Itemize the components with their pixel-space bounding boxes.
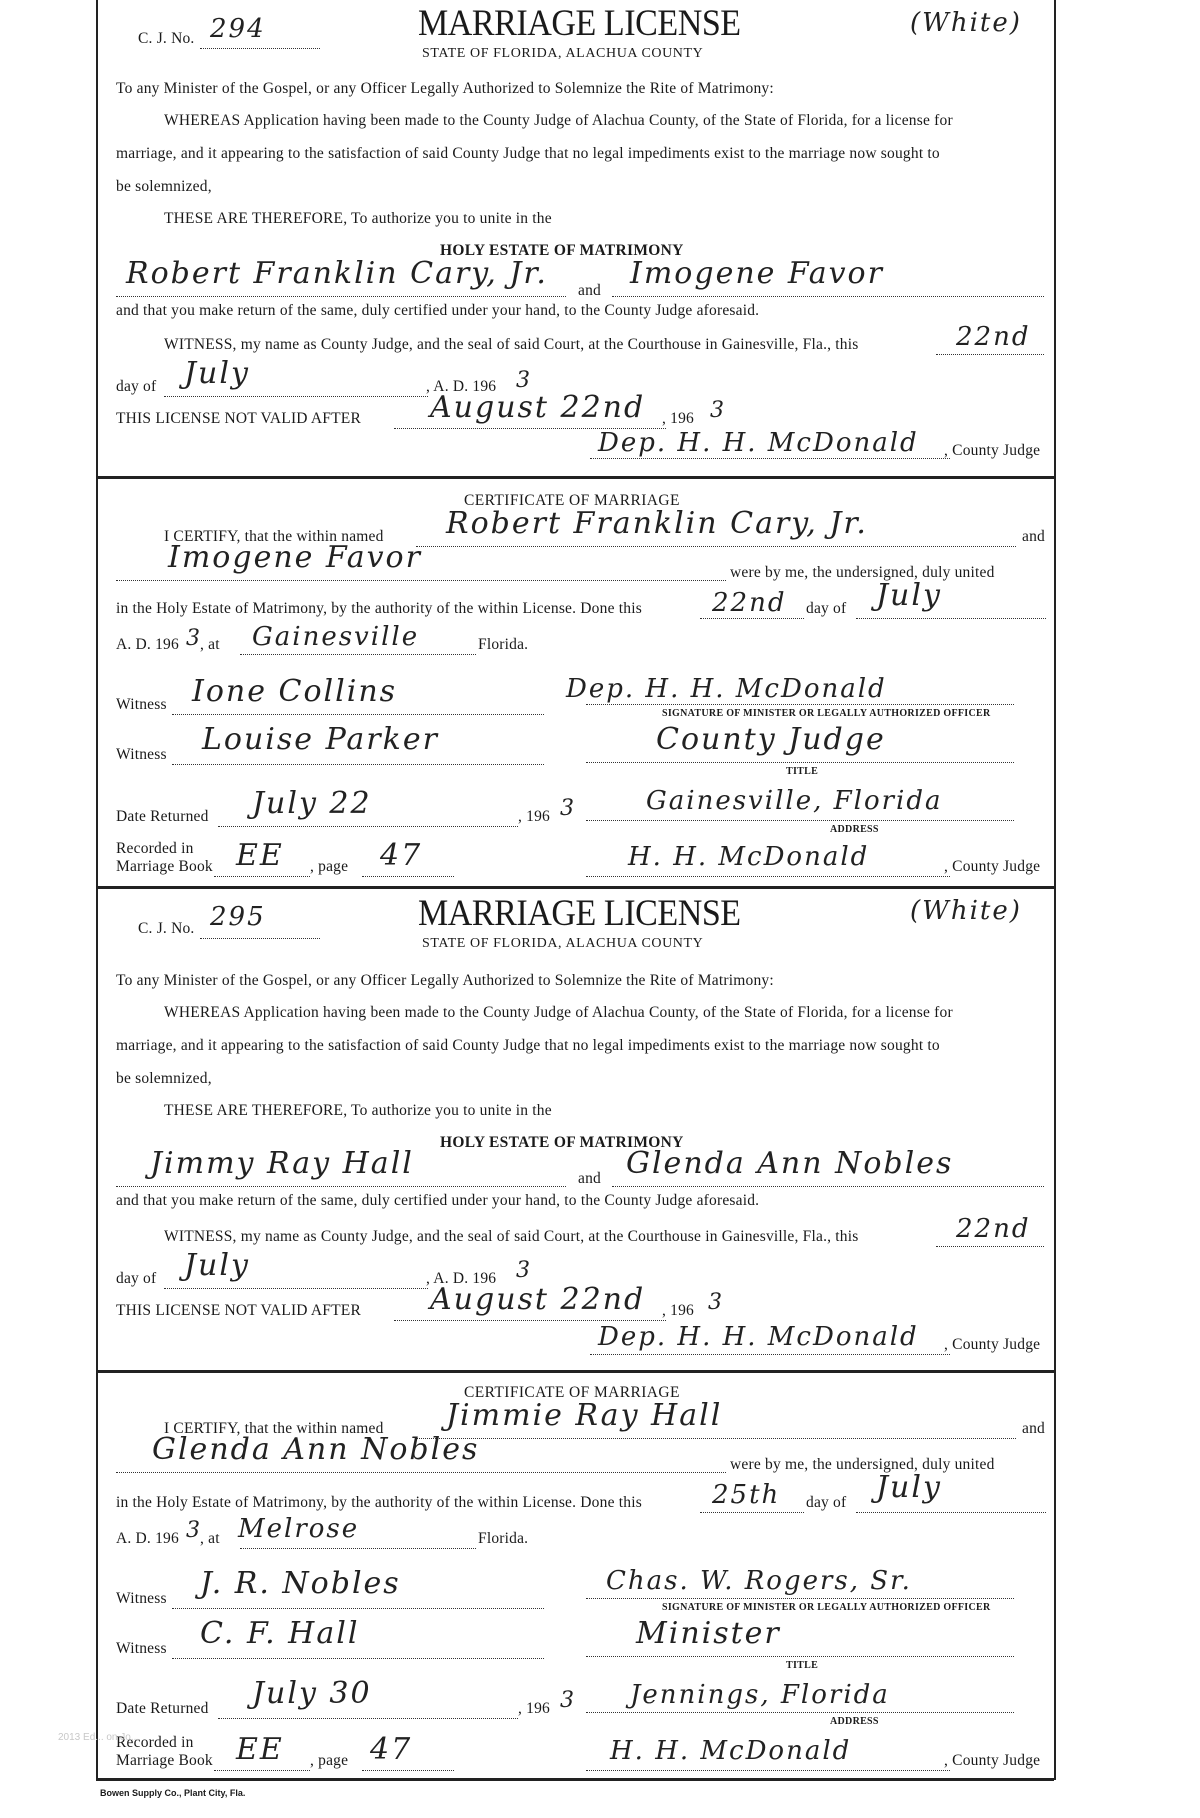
date-returned: July 30 bbox=[252, 1676, 372, 1711]
certify-label: I CERTIFY, that the within named bbox=[164, 1420, 384, 1437]
license-month: July bbox=[184, 1248, 250, 1283]
marriage-book-label: Marriage Book bbox=[116, 1752, 213, 1769]
whereas-line-2: marriage, and it appearing to the satisfaction of said County Judge that no legal impediments exist to the marriage now sought to bbox=[116, 1037, 940, 1054]
returned-year-digit: 3 bbox=[560, 1688, 576, 1713]
recorder-signature-line bbox=[586, 876, 950, 877]
returned-year-prefix: , 196 bbox=[518, 808, 550, 825]
date-returned-label: Date Returned bbox=[116, 808, 209, 825]
expiry-year-digit: 3 bbox=[710, 398, 726, 423]
witness-2: C. F. Hall bbox=[200, 1616, 360, 1651]
florida-label: Florida. bbox=[478, 1530, 529, 1547]
officer-signature-line bbox=[586, 1598, 1014, 1599]
done-month: July bbox=[876, 1470, 942, 1505]
certificate-heading: CERTIFICATE OF MARRIAGE bbox=[464, 492, 680, 509]
whereas-line-2: marriage, and it appearing to the satisfaction of said County Judge that no legal impediments exist to the marriage now sought to bbox=[116, 145, 940, 162]
united-label: were by me, the undersigned, duly united bbox=[730, 564, 995, 581]
printer-credit: Bowen Supply Co., Plant City, Fla. bbox=[100, 1788, 246, 1798]
expiry-year-prefix: , 196 bbox=[662, 1302, 694, 1319]
officer-signature-line bbox=[586, 704, 1014, 705]
groom-name: Robert Franklin Cary, Jr. bbox=[126, 256, 548, 291]
recorder-signature: H. H. McDonald bbox=[610, 1736, 852, 1766]
officer-signature: Chas. W. Rogers, Sr. bbox=[606, 1566, 912, 1596]
done-day: 25th bbox=[712, 1480, 781, 1510]
not-valid-label: THIS LICENSE NOT VALID AFTER bbox=[116, 410, 362, 427]
cj-number-line bbox=[200, 48, 320, 49]
bride-line bbox=[612, 1186, 1044, 1187]
license-year-digit: 3 bbox=[516, 1258, 532, 1283]
whereas-line-1: WHEREAS Application having been made to the County Judge of Alachua County, of the State of Florida, for a license for bbox=[164, 1004, 953, 1021]
returned-year-prefix: , 196 bbox=[518, 1700, 550, 1717]
county-judge-label: , County Judge bbox=[944, 1752, 1041, 1769]
done-day-line bbox=[700, 1512, 804, 1513]
witness-label-1: Witness bbox=[116, 1590, 167, 1607]
officer-title: Minister bbox=[636, 1616, 781, 1651]
done-place: Gainesville bbox=[252, 622, 420, 652]
cj-number-label: C. J. No. bbox=[138, 30, 195, 47]
day-line bbox=[936, 1246, 1044, 1247]
judge-signature: Dep. H. H. McDonald bbox=[598, 428, 919, 458]
ad-label: A. D. 196 bbox=[116, 636, 179, 653]
done-month: July bbox=[876, 578, 942, 613]
at-label: , at bbox=[200, 1530, 220, 1547]
return-line: and that you make return of the same, duly certified under your hand, to the County Judge aforesaid. bbox=[116, 302, 760, 319]
therefore-line: THESE ARE THEREFORE, To authorize you to unite in the bbox=[164, 1102, 552, 1119]
witness-line-2 bbox=[172, 1658, 544, 1659]
address-line: To any Minister of the Gospel, or any Officer Legally Authorized to Solemnize the Rite of Matrimony: bbox=[116, 972, 774, 989]
recorded-in-label: Recorded in bbox=[116, 840, 194, 857]
done-month-line bbox=[856, 1512, 1046, 1513]
done-month-line bbox=[856, 618, 1046, 619]
expiry-year-digit: 3 bbox=[708, 1290, 724, 1315]
expiry-date: August 22nd bbox=[430, 390, 646, 425]
book-line bbox=[214, 876, 310, 877]
marriage-book-label: Marriage Book bbox=[116, 858, 213, 875]
officer-address: Jennings, Florida bbox=[630, 1680, 890, 1710]
ad-label: , A. D. 196 bbox=[426, 1270, 497, 1287]
day-of-label: day of bbox=[806, 600, 847, 617]
county-judge-label: , County Judge bbox=[944, 442, 1041, 459]
address-line: To any Minister of the Gospel, or any Officer Legally Authorized to Solemnize the Rite of Matrimony: bbox=[116, 80, 774, 97]
day-of-label: day of bbox=[116, 1270, 157, 1287]
month-line bbox=[164, 1288, 428, 1289]
page-label: , page bbox=[310, 1752, 349, 1769]
license-day: 22nd bbox=[956, 322, 1031, 352]
section-divider-3 bbox=[96, 1370, 1054, 1373]
page-number: 47 bbox=[380, 838, 423, 873]
judge-signature: Dep. H. H. McDonald bbox=[598, 1322, 919, 1352]
judge-signature-line bbox=[590, 1354, 950, 1355]
book-line bbox=[214, 1770, 310, 1771]
address-line bbox=[586, 820, 1014, 821]
officer-signature: Dep. H. H. McDonald bbox=[566, 674, 887, 704]
cj-number-label: C. J. No. bbox=[138, 920, 195, 937]
witness-label-2: Witness bbox=[116, 746, 167, 763]
bride-line bbox=[612, 296, 1044, 297]
recorder-signature-line bbox=[586, 1770, 950, 1771]
at-label: , at bbox=[200, 636, 220, 653]
cj-number-line bbox=[200, 938, 320, 939]
bride-line bbox=[116, 1472, 726, 1473]
page-number: 47 bbox=[370, 1732, 413, 1767]
section-divider-2 bbox=[96, 886, 1054, 889]
signature-caption: SIGNATURE OF MINISTER OR LEGALLY AUTHORIZED OFFICER bbox=[662, 708, 991, 719]
witness-line: WITNESS, my name as County Judge, and the seal of said Court, at the Courthouse in Gainesville, Fla., this bbox=[164, 1228, 859, 1245]
groom-name: Jimmy Ray Hall bbox=[150, 1146, 414, 1181]
license-title: MARRIAGE LICENSE bbox=[418, 893, 741, 934]
bride-name: Imogene Favor bbox=[168, 540, 422, 575]
not-valid-label: THIS LICENSE NOT VALID AFTER bbox=[116, 1302, 362, 1319]
done-day: 22nd bbox=[712, 588, 787, 618]
groom-line bbox=[416, 1438, 1016, 1439]
day-of-label: day of bbox=[116, 378, 157, 395]
holy-estate-line: in the Holy Estate of Matrimony, by the authority of the within License. Done this bbox=[116, 1494, 642, 1511]
book: EE bbox=[236, 1732, 284, 1767]
and-label: and bbox=[578, 1170, 601, 1187]
whereas-line-3: be solemnized, bbox=[116, 178, 212, 195]
witness-line-1 bbox=[172, 714, 544, 715]
groom-name: Robert Franklin Cary, Jr. bbox=[446, 506, 868, 541]
bride-name: Imogene Favor bbox=[630, 256, 884, 291]
officer-address: Gainesville, Florida bbox=[646, 786, 943, 816]
cj-number: 295 bbox=[210, 902, 266, 932]
book: EE bbox=[236, 838, 284, 873]
date-returned-line bbox=[218, 1718, 518, 1719]
recorded-in-label: Recorded in bbox=[116, 1734, 194, 1751]
section-divider-1 bbox=[96, 476, 1054, 479]
return-line: and that you make return of the same, duly certified under your hand, to the County Judge aforesaid. bbox=[116, 1192, 760, 1209]
recorder-signature: H. H. McDonald bbox=[628, 842, 870, 872]
license-year-digit: 3 bbox=[516, 368, 532, 393]
bride-name: Glenda Ann Nobles bbox=[152, 1432, 480, 1467]
address-line bbox=[586, 1712, 1014, 1713]
groom-name: Jimmie Ray Hall bbox=[446, 1398, 723, 1433]
therefore-line: THESE ARE THEREFORE, To authorize you to unite in the bbox=[164, 210, 552, 227]
florida-label: Florida. bbox=[478, 636, 529, 653]
bride-name: Glenda Ann Nobles bbox=[626, 1146, 954, 1181]
done-place: Melrose bbox=[238, 1514, 360, 1544]
and-label: and bbox=[1022, 1420, 1045, 1437]
page-line bbox=[362, 1770, 454, 1771]
left-border bbox=[96, 0, 98, 1780]
expiry-date: August 22nd bbox=[430, 1282, 646, 1317]
done-year-digit: 3 bbox=[186, 1518, 202, 1543]
whereas-line-3: be solemnized, bbox=[116, 1070, 212, 1087]
holy-estate-line: in the Holy Estate of Matrimony, by the authority of the within License. Done this bbox=[116, 600, 642, 617]
whereas-line-1: WHEREAS Application having been made to the County Judge of Alachua County, of the State of Florida, for a license for bbox=[164, 112, 953, 129]
witness-1: J. R. Nobles bbox=[200, 1566, 401, 1601]
ad-label: , A. D. 196 bbox=[426, 378, 497, 395]
groom-line bbox=[416, 546, 1016, 547]
license-subtitle: STATE OF FLORIDA, ALACHUA COUNTY bbox=[422, 936, 704, 951]
page-label: , page bbox=[310, 858, 349, 875]
right-border bbox=[1054, 0, 1056, 1780]
done-year-digit: 3 bbox=[186, 626, 202, 651]
place-line bbox=[240, 654, 476, 655]
holy-estate-heading: HOLY ESTATE OF MATRIMONY bbox=[440, 242, 684, 259]
signature-caption: SIGNATURE OF MINISTER OR LEGALLY AUTHORIZED OFFICER bbox=[662, 1602, 991, 1613]
watermark-text: 2013 Ed... on Jo... bbox=[58, 1732, 140, 1743]
groom-line bbox=[116, 296, 566, 297]
judge-signature-line bbox=[590, 458, 950, 459]
license-title: MARRIAGE LICENSE bbox=[418, 3, 741, 44]
license-month: July bbox=[184, 356, 250, 391]
officer-title-line bbox=[586, 762, 1014, 763]
witness-label-2: Witness bbox=[116, 1640, 167, 1657]
address-caption: ADDRESS bbox=[830, 1716, 879, 1727]
license-day: 22nd bbox=[956, 1214, 1031, 1244]
groom-line bbox=[116, 1186, 566, 1187]
expiry-line bbox=[394, 1320, 666, 1321]
race-note: (White) bbox=[910, 896, 1022, 926]
title-caption: TITLE bbox=[786, 1660, 819, 1671]
witness-1: Ione Collins bbox=[192, 674, 398, 709]
certify-label: I CERTIFY, that the within named bbox=[164, 528, 384, 545]
place-line bbox=[240, 1548, 476, 1549]
month-line bbox=[164, 396, 428, 397]
date-returned: July 22 bbox=[252, 786, 372, 821]
date-returned-label: Date Returned bbox=[116, 1700, 209, 1717]
witness-line-1 bbox=[172, 1608, 544, 1609]
day-line bbox=[936, 354, 1044, 355]
address-caption: ADDRESS bbox=[830, 824, 879, 835]
officer-title-line bbox=[586, 1656, 1014, 1657]
certificate-heading: CERTIFICATE OF MARRIAGE bbox=[464, 1384, 680, 1401]
and-label: and bbox=[578, 282, 601, 299]
holy-estate-heading: HOLY ESTATE OF MATRIMONY bbox=[440, 1134, 684, 1151]
returned-year-digit: 3 bbox=[560, 796, 576, 821]
united-label: were by me, the undersigned, duly united bbox=[730, 1456, 995, 1473]
witness-2: Louise Parker bbox=[202, 722, 439, 757]
cj-number: 294 bbox=[210, 14, 266, 44]
bottom-border bbox=[96, 1778, 1054, 1781]
witness-line-2 bbox=[172, 764, 544, 765]
and-label: and bbox=[1022, 528, 1045, 545]
title-caption: TITLE bbox=[786, 766, 819, 777]
race-note: (White) bbox=[910, 8, 1022, 38]
day-of-label: day of bbox=[806, 1494, 847, 1511]
officer-title: County Judge bbox=[656, 722, 886, 757]
bride-line bbox=[116, 580, 726, 581]
witness-label-1: Witness bbox=[116, 696, 167, 713]
county-judge-label: , County Judge bbox=[944, 858, 1041, 875]
county-judge-label: , County Judge bbox=[944, 1336, 1041, 1353]
ad-label: A. D. 196 bbox=[116, 1530, 179, 1547]
page-line bbox=[362, 876, 454, 877]
expiry-year-prefix: , 196 bbox=[662, 410, 694, 427]
date-returned-line bbox=[218, 826, 518, 827]
license-subtitle: STATE OF FLORIDA, ALACHUA COUNTY bbox=[422, 46, 704, 61]
done-day-line bbox=[700, 618, 804, 619]
witness-line: WITNESS, my name as County Judge, and the seal of said Court, at the Courthouse in Gainesville, Fla., this bbox=[164, 336, 859, 353]
